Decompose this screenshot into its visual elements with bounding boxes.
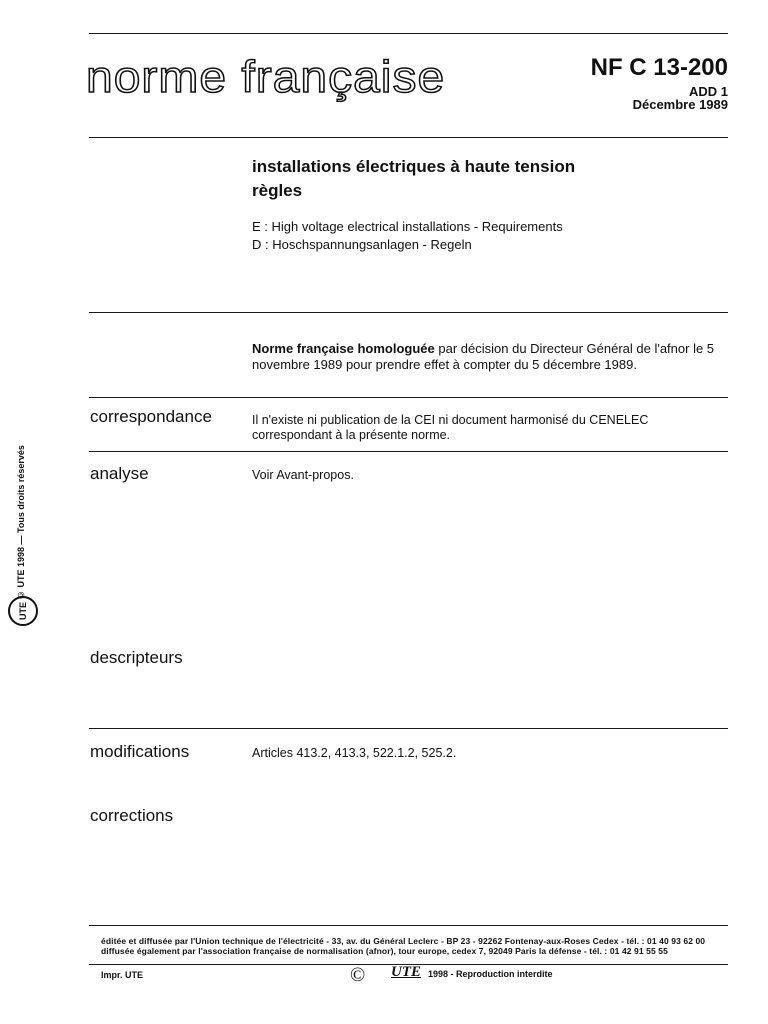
title-rule bbox=[89, 312, 728, 313]
section-rule-2 bbox=[89, 451, 728, 452]
german-title: D : Hoschspannungsanlagen - Regeln bbox=[252, 237, 472, 252]
correspondance-label: correspondance bbox=[90, 407, 212, 426]
descripteurs-label: descripteurs bbox=[90, 648, 183, 667]
corrections-label: corrections bbox=[90, 806, 174, 825]
ute-logo: UTE bbox=[391, 964, 421, 980]
translations bbox=[252, 218, 563, 254]
analyse-label: analyse bbox=[90, 464, 149, 483]
analyse-text: Voir Avant-propos. bbox=[252, 468, 354, 482]
homologation-text bbox=[252, 341, 730, 373]
footer-rule bbox=[89, 925, 728, 926]
printer-label: Impr. UTE bbox=[101, 970, 144, 980]
side-copyright-text: © UTE 1998 — Tous droits réservés bbox=[16, 445, 26, 600]
publication-date: Décembre 1989 bbox=[632, 97, 728, 112]
document-title bbox=[252, 155, 575, 203]
reproduction-notice: 1998 - Reproduction interdite bbox=[428, 969, 553, 979]
homologation-rest: par décision du Directeur Général de l'afnor le 5 novembre 1989 pour prendre effet à compter du 5 décembre 1989. bbox=[252, 341, 715, 372]
correspondance-text: Il n'existe ni publication de la CEI ni document harmonisé du CENELEC correspondant à la présente norme. bbox=[252, 413, 649, 442]
section-rule-3 bbox=[89, 728, 728, 729]
section-rule-1 bbox=[89, 397, 728, 398]
brand-logo: norme française bbox=[86, 53, 446, 102]
modifications-label: modifications bbox=[90, 742, 190, 761]
title-line1: installations électriques à haute tension bbox=[252, 157, 576, 176]
title-line2: règles bbox=[252, 181, 303, 200]
homologation-bold: Norme française homologuée bbox=[252, 341, 435, 356]
english-title: E : High voltage electrical installations - Requirements bbox=[252, 219, 563, 234]
copyright-icon: © bbox=[350, 964, 366, 986]
standard-number: NF C 13-200 bbox=[590, 54, 728, 81]
footer-line2: diffusée également par l'association française de normalisation (afnor), tour europe, cedex 7, 92049 Paris la défense - tél. : 01 42 91 55 55 bbox=[101, 946, 668, 956]
addendum: ADD 1 bbox=[688, 84, 728, 99]
top-rule bbox=[89, 33, 728, 34]
footer-line1: éditée et diffusée par l'Union technique de l'électricité - 33, av. du Général Leclerc - BP 23 - 92262 Fontenay-aux-Roses Cedex - tél. : 01 40 93 62 00 bbox=[101, 936, 706, 946]
ute-seal-icon: UTE bbox=[8, 596, 38, 626]
header-rule bbox=[89, 137, 728, 138]
modifications-text: Articles 413.2, 413.3, 522.1.2, 525.2. bbox=[252, 746, 457, 760]
